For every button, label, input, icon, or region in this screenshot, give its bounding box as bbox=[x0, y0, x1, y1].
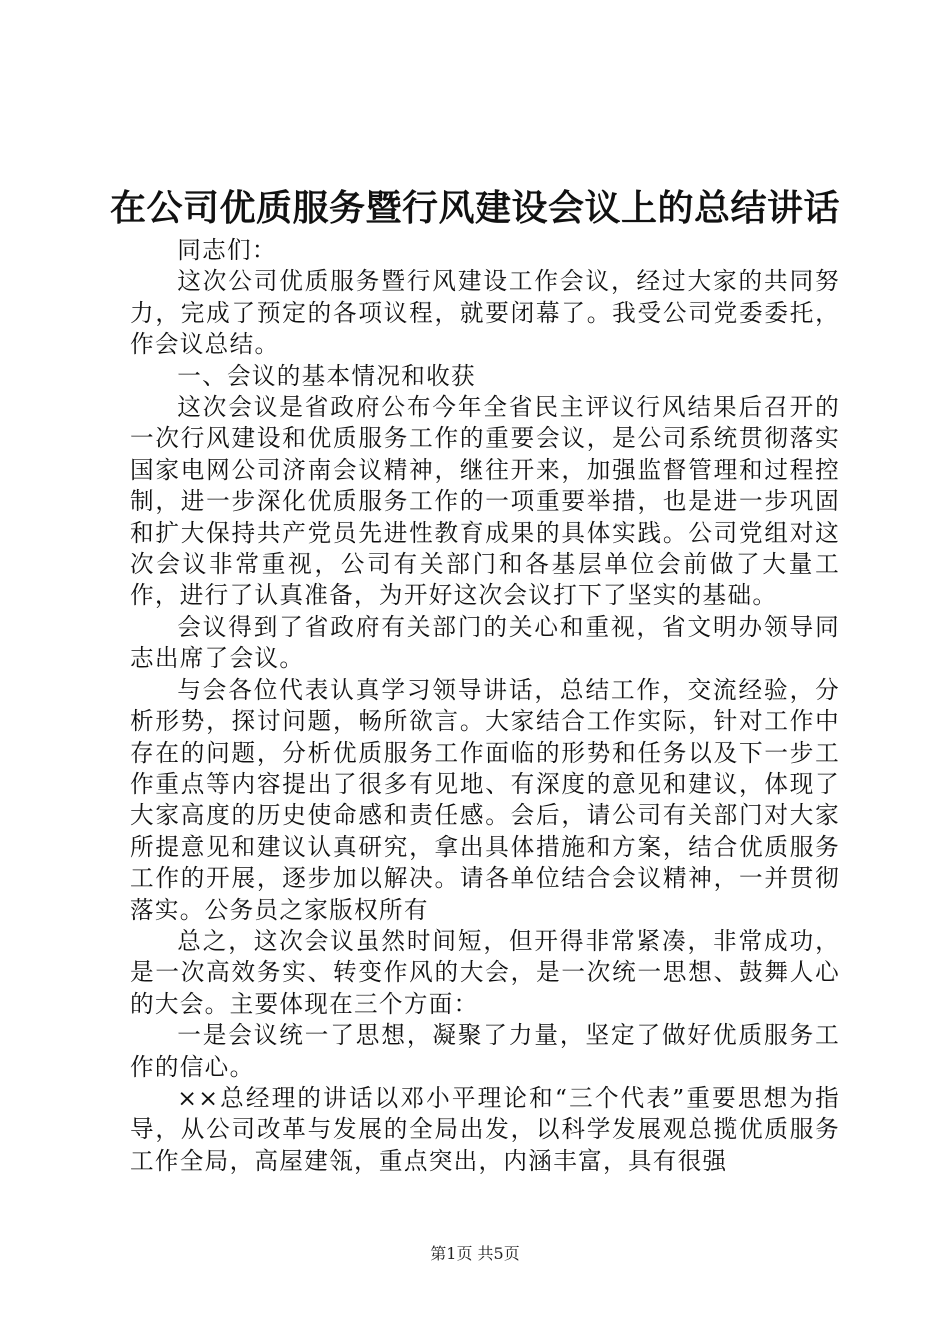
paragraph: 与会各位代表认真学习领导讲话，总结工作，交流经验，分析形势，探讨问题，畅所欲言。大家结合工作实际，针对工作中存在的问题，分析优质服务工作面临的形势和任务以及下一步工作重点等内容提出了很多有见地、有深度的意见和建议，体现了大家高度的历史使命感和责任感。会后，请公司有关部门对大家所提意见和建议认真研究，拿出具体措施和方案，结合优质服务工作的开展，逐步加以解决。请各单位结合会议精神，一并贯彻落实。公务员之家版权所有 bbox=[130, 675, 840, 924]
document-title: 在公司优质服务暨行风建设会议上的总结讲话 bbox=[109, 187, 840, 229]
paragraph: 这次会议是省政府公布今年全省民主评议行风结果后召开的一次行风建设和优质服务工作的重要会议，是公司系统贯彻落实国家电网公司济南会议精神，继往开来，加强监督管理和过程控制，进一步深化优质服务工作的一项重要举措，也是进一步巩固和扩大保持共产党员先进性教育成果的具体实践。公司党组对这次会议非常重视，公司有关部门和各基层单位会前做了大量工作，进行了认真准备，为开好这次会议打下了坚实的基础。 bbox=[130, 393, 840, 610]
section-heading: 一、会议的基本情况和收获 bbox=[177, 361, 476, 390]
paragraph: 会议得到了省政府有关部门的关心和重视，省文明办领导同志出席了会议。 bbox=[130, 612, 840, 673]
paragraph: 一是会议统一了思想，凝聚了力量，坚定了做好优质服务工作的信心。 bbox=[130, 1021, 840, 1081]
salutation: 同志们： bbox=[177, 236, 277, 264]
document-body bbox=[130, 235, 840, 1177]
paragraph: 这次公司优质服务暨行风建设工作会议，经过大家的共同努力，完成了预定的各项议程，就要闭幕了。我受公司党委委托，作会议总结。 bbox=[130, 267, 840, 359]
paragraph: ××总经理的讲话以邓小平理论和“三个代表”重要思想为指导，从公司改革与发展的全局出发，以科学发展观总揽优质服务工作全局，高屋建瓴，重点突出，内涵丰富，具有很强 bbox=[130, 1083, 840, 1175]
paragraph: 总之，这次会议虽然时间短，但开得非常紧凑，非常成功，是一次高效务实、转变作风的大会，是一次统一思想、鼓舞人心的大会。主要体现在三个方面： bbox=[130, 926, 840, 1018]
page-number: 第1页 共5页 bbox=[430, 1244, 520, 1263]
